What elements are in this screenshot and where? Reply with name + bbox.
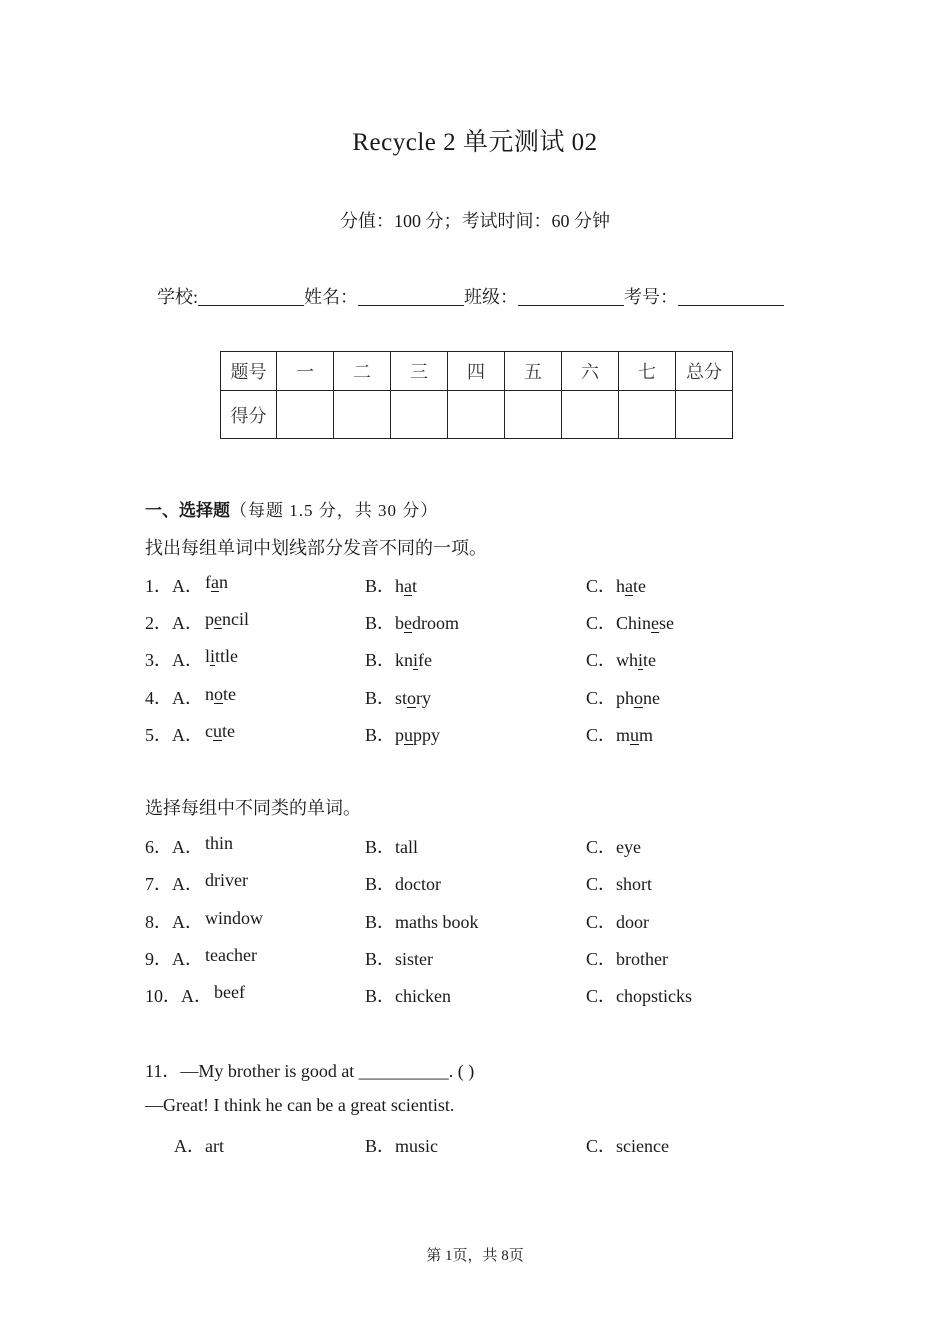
- class-blank[interactable]: [518, 287, 624, 306]
- question-11-options: [0, 1132, 950, 1158]
- score-col-5: 五: [505, 352, 562, 391]
- question-number-label: 题号: [221, 352, 277, 391]
- underlined-letter: e: [404, 613, 413, 633]
- word-part: ne: [643, 688, 661, 708]
- word-part: ry: [416, 688, 432, 708]
- question-11-stem: 11．—My brother is good at __________. ( ): [145, 1061, 475, 1081]
- word-part: t: [412, 576, 418, 596]
- option-b[interactable]: B．sister: [365, 949, 434, 969]
- option-b[interactable]: B．music: [365, 1136, 439, 1156]
- option-b[interactable]: B．tall: [365, 837, 418, 857]
- word-part: m: [616, 725, 631, 745]
- option-b[interactable]: [365, 646, 432, 672]
- option-label: B．: [365, 725, 396, 745]
- question-number: 6．A．: [145, 837, 203, 857]
- question-number: 5．A．: [145, 725, 203, 745]
- word-part: te: [223, 684, 236, 704]
- score-col-4: 四: [448, 352, 505, 391]
- word-part: fe: [418, 650, 433, 670]
- exam-meta: 分值：100 分；考试时间：60 分钟: [340, 211, 610, 231]
- score-col-2: 二: [334, 352, 391, 391]
- score-cell[interactable]: [277, 391, 334, 439]
- question-row: [0, 684, 950, 710]
- score-table-score-row: [221, 391, 733, 439]
- score-col-total: 总分: [676, 352, 733, 391]
- option-a[interactable]: driver: [205, 870, 248, 890]
- score-cell[interactable]: [676, 391, 733, 439]
- section-heading: [145, 496, 438, 521]
- option-label: B．: [365, 650, 396, 670]
- word-part: se: [659, 613, 675, 633]
- school-blank[interactable]: [198, 287, 304, 306]
- option-b[interactable]: [365, 572, 417, 598]
- option-c[interactable]: C．brother: [586, 949, 668, 969]
- question-row: [0, 908, 950, 934]
- score-cell[interactable]: [448, 391, 505, 439]
- option-b[interactable]: B．chicken: [365, 986, 451, 1006]
- score-cell[interactable]: [505, 391, 562, 439]
- question-row: [0, 572, 950, 598]
- word-part: wh: [616, 650, 639, 670]
- section-title: 一、选择题: [145, 501, 230, 521]
- score-col-7: 七: [619, 352, 676, 391]
- word-part: p: [205, 609, 214, 629]
- option-c[interactable]: [586, 572, 646, 598]
- word-part: h: [616, 576, 626, 596]
- question-number: 9．A．: [145, 949, 203, 969]
- underlined-letter: a: [625, 576, 634, 596]
- word-part: te: [643, 650, 657, 670]
- underlined-letter: u: [630, 725, 640, 745]
- question-number: 8．A．: [145, 912, 203, 932]
- option-c[interactable]: [586, 684, 660, 710]
- score-cell[interactable]: [619, 391, 676, 439]
- option-a[interactable]: [205, 572, 228, 593]
- word-part: ttle: [215, 646, 239, 666]
- question-row: [0, 870, 950, 896]
- question-row: [0, 646, 950, 672]
- word-part: c: [205, 721, 213, 741]
- question-row: [0, 609, 950, 635]
- option-label: C．: [586, 725, 617, 745]
- student-info-line: [157, 283, 784, 309]
- option-label: C．: [586, 688, 617, 708]
- score-cell[interactable]: [334, 391, 391, 439]
- option-a[interactable]: [205, 646, 238, 667]
- word-part: m: [639, 725, 654, 745]
- score-col-3: 三: [391, 352, 448, 391]
- underlined-letter: i: [638, 650, 644, 670]
- question-number: 7．A．: [145, 874, 203, 894]
- option-c[interactable]: C．chopsticks: [586, 986, 692, 1006]
- exam-no-label: 考号：: [624, 287, 679, 307]
- word-part: n: [205, 684, 214, 704]
- score-col-6: 六: [562, 352, 619, 391]
- option-a[interactable]: A．art: [174, 1136, 224, 1156]
- word-part: p: [395, 725, 405, 745]
- option-b[interactable]: [365, 684, 431, 710]
- underlined-letter: a: [404, 576, 413, 596]
- option-a[interactable]: beef: [214, 982, 245, 1002]
- word-part: l: [205, 646, 211, 666]
- question-11-dialogue: —Great! I think he can be a great scientist.: [145, 1095, 455, 1115]
- option-a[interactable]: [205, 721, 235, 742]
- word-part: te: [633, 576, 647, 596]
- option-c[interactable]: C．science: [586, 1136, 669, 1156]
- word-part: ph: [616, 688, 635, 708]
- name-blank[interactable]: [358, 287, 464, 306]
- page-title: Recycle 2 单元测试 02: [352, 129, 598, 156]
- score-label: 得分: [221, 391, 277, 439]
- score-cell[interactable]: [562, 391, 619, 439]
- page-footer: 第 1页，共 8页: [426, 1248, 524, 1264]
- instruction-classification: 选择每组中不同类的单词。: [145, 798, 361, 818]
- option-a[interactable]: [205, 684, 236, 705]
- option-c[interactable]: [586, 646, 656, 672]
- word-part: kn: [395, 650, 414, 670]
- underlined-letter: e: [651, 613, 660, 633]
- question-row: [0, 833, 950, 859]
- class-label: 班级：: [464, 287, 519, 307]
- option-a[interactable]: [205, 609, 249, 630]
- underlined-letter: a: [211, 572, 219, 592]
- option-label: C．: [586, 576, 617, 596]
- word-part: f: [205, 572, 211, 592]
- word-part: droom: [412, 613, 460, 633]
- option-c[interactable]: [586, 609, 674, 635]
- word-part: st: [395, 688, 408, 708]
- word-part: h: [395, 576, 405, 596]
- section-score-note: （每题 1.5 分，共 30 分）: [230, 501, 439, 520]
- score-table-header-row: [221, 352, 733, 391]
- name-label: 姓名：: [304, 287, 359, 307]
- option-c[interactable]: C．short: [586, 874, 653, 894]
- question-number: 10．A．: [145, 986, 212, 1006]
- underlined-letter: e: [214, 609, 222, 629]
- option-a[interactable]: thin: [205, 833, 234, 853]
- question-row: [0, 982, 950, 1008]
- question-number: 2．A．: [145, 613, 203, 633]
- school-label: 学校:: [157, 287, 199, 307]
- underlined-letter: i: [413, 650, 419, 670]
- word-part: b: [395, 613, 405, 633]
- underlined-letter: o: [634, 688, 644, 708]
- option-b[interactable]: [365, 721, 440, 747]
- question-number: 1．A．: [145, 576, 203, 596]
- underlined-letter: i: [210, 646, 216, 666]
- exam-no-blank[interactable]: [678, 287, 784, 306]
- underlined-letter: u: [213, 721, 222, 741]
- option-c[interactable]: C．door: [586, 912, 649, 932]
- option-a[interactable]: teacher: [205, 945, 257, 965]
- option-b[interactable]: [365, 609, 459, 635]
- option-c[interactable]: C．eye: [586, 837, 641, 857]
- underlined-letter: u: [404, 725, 414, 745]
- word-part: n: [219, 572, 228, 592]
- option-label: B．: [365, 613, 396, 633]
- instruction-pronunciation: 找出每组单词中划线部分发音不同的一项。: [145, 538, 487, 558]
- option-c[interactable]: [586, 721, 653, 747]
- word-part: ppy: [413, 725, 441, 745]
- question-number: 4．A．: [145, 688, 203, 708]
- question-number: 3．A．: [145, 650, 203, 670]
- option-b[interactable]: B．maths book: [365, 912, 479, 932]
- question-row: [0, 945, 950, 971]
- score-col-1: 一: [277, 352, 334, 391]
- underlined-letter: o: [407, 688, 417, 708]
- option-label: C．: [586, 613, 617, 633]
- option-label: C．: [586, 650, 617, 670]
- score-table: [220, 351, 733, 439]
- word-part: te: [222, 721, 235, 741]
- option-b[interactable]: B．doctor: [365, 874, 441, 894]
- underlined-letter: o: [214, 684, 223, 704]
- option-label: B．: [365, 576, 396, 596]
- question-row: [0, 721, 950, 747]
- option-a[interactable]: window: [205, 908, 263, 928]
- word-part: ncil: [222, 609, 249, 629]
- score-cell[interactable]: [391, 391, 448, 439]
- option-label: B．: [365, 688, 396, 708]
- word-part: Chin: [616, 613, 652, 633]
